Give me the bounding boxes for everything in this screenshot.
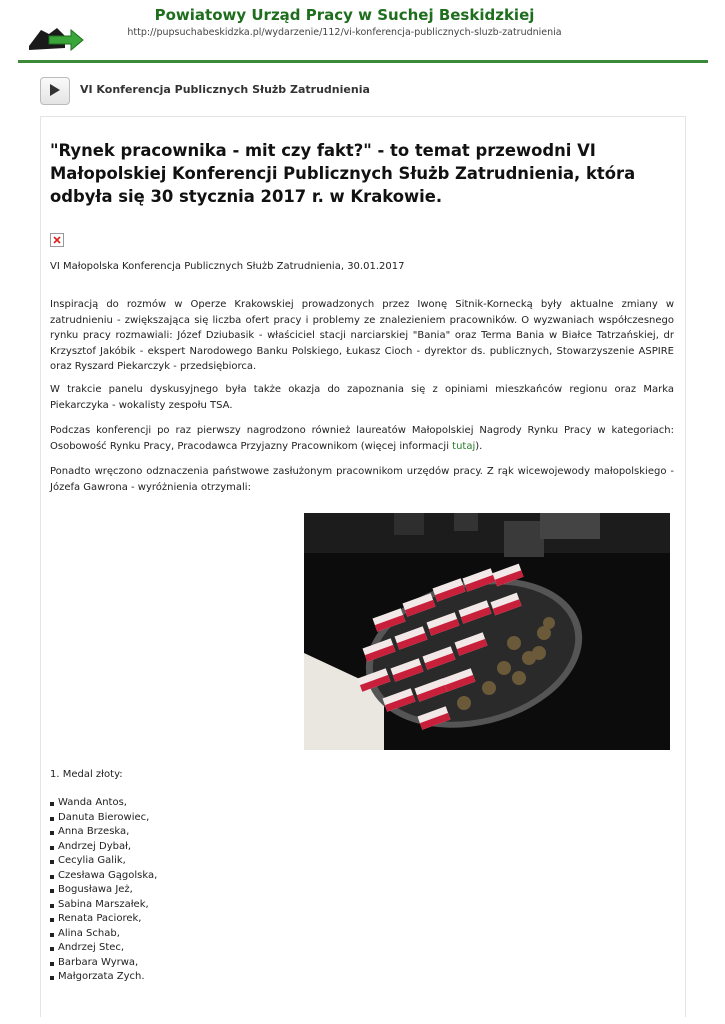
- list-item: Bogusława Jeż,: [50, 883, 157, 898]
- list-item: Anna Brzeska,: [50, 825, 157, 840]
- list-item: Andrzej Stec,: [50, 941, 157, 956]
- more-info-link[interactable]: tutaj: [452, 440, 476, 452]
- site-title[interactable]: Powiatowy Urząd Pracy w Suchej Beskidzkiej: [154, 6, 535, 24]
- article-headline: "Rynek pracownika - mit czy fakt?" - to temat przewodni VI Małopolskiej Konferencji Publicznych Służb Zatrudnienia, która odbyła się 30 stycznia 2017 r. w Krakowie.: [50, 141, 636, 206]
- article-paragraph: Ponadto wręczono odznaczenia państwowe zasłużonym pracownikom urzędów pracy. Z rąk wicewojewody małopolskiego - Józefa Gawrona - wyróżnienia otrzymali:: [50, 466, 674, 493]
- list-item: Małgorzata Zych.: [50, 970, 157, 985]
- list-item: Renata Paciorek,: [50, 912, 157, 927]
- breadcrumb-title: VI Konferencja Publicznych Służb Zatrudnienia: [80, 83, 370, 96]
- list-item: Andrzej Dybał,: [50, 840, 157, 855]
- article-paragraph: Inspiracją do rozmów w Operze Krakowskiej prowadzonych przez Iwonę Sitnik-Kornecką były aktualne zmiany w zatrudnieniu - zwiększająca się liczba ofert pracy i problemy ze znalezieniem pracowników. O wyzwaniach współczesnego rynku pracy rozmawiali: Józef Dziubasik - właściciel stacji narciarskiej "Bania" oraz Terma Bania w Białce Tatrzańskiej, dr Krzysztof Jakóbik - ekspert Narodowego Banku Polskiego, Łukasz Cioch - dyrektor ds. publicznych, Stowarzyszenie ASPIRE oraz Ryszard Piekarczyk - przedsiębiorca.: [50, 299, 674, 372]
- list-item: Barbara Wyrwa,: [50, 956, 157, 971]
- paragraph-text: ).: [475, 440, 483, 452]
- paragraph-text: Podczas konferencji po raz pierwszy nagrodzono również laureatów Małopolskiej Nagrody Rynku Pracy w kategoriach: Osobowość Rynku Pracy, Pracodawca Przyjazny Pracownikom (więcej informacji: [50, 425, 674, 452]
- list-item: Sabina Marszałek,: [50, 898, 157, 913]
- site-url: http://pupsuchabeskidzka.pl/wydarzenie/112/vi-konferencja-publicznych-sluzb-zatrudnienia: [127, 27, 562, 38]
- site-header: [18, 18, 708, 62]
- medal-heading: 1. Medal złoty:: [50, 769, 123, 780]
- header-divider: [18, 60, 708, 63]
- list-item: Wanda Antos,: [50, 796, 157, 811]
- list-item: Czesława Gągolska,: [50, 869, 157, 884]
- article-paragraph: W trakcie panelu dyskusyjnego była także okazja do zapoznania się z opiniami mieszkańców regionu oraz Marka Piekarczyka - wokalisty zespołu TSA.: [50, 384, 674, 411]
- breadcrumb-button[interactable]: [40, 77, 70, 105]
- article-meta: VI Małopolska Konferencja Publicznych Służb Zatrudnienia, 30.01.2017: [50, 261, 405, 272]
- medals-photo: [304, 513, 670, 750]
- list-item: Cecylia Galik,: [50, 854, 157, 869]
- article-paragraph: [50, 423, 674, 454]
- play-arrow-icon: [49, 84, 61, 96]
- medal-list: [50, 796, 157, 985]
- broken-image-icon: [50, 233, 64, 247]
- list-item: Alina Schab,: [50, 927, 157, 942]
- list-item: Danuta Bierowiec,: [50, 811, 157, 826]
